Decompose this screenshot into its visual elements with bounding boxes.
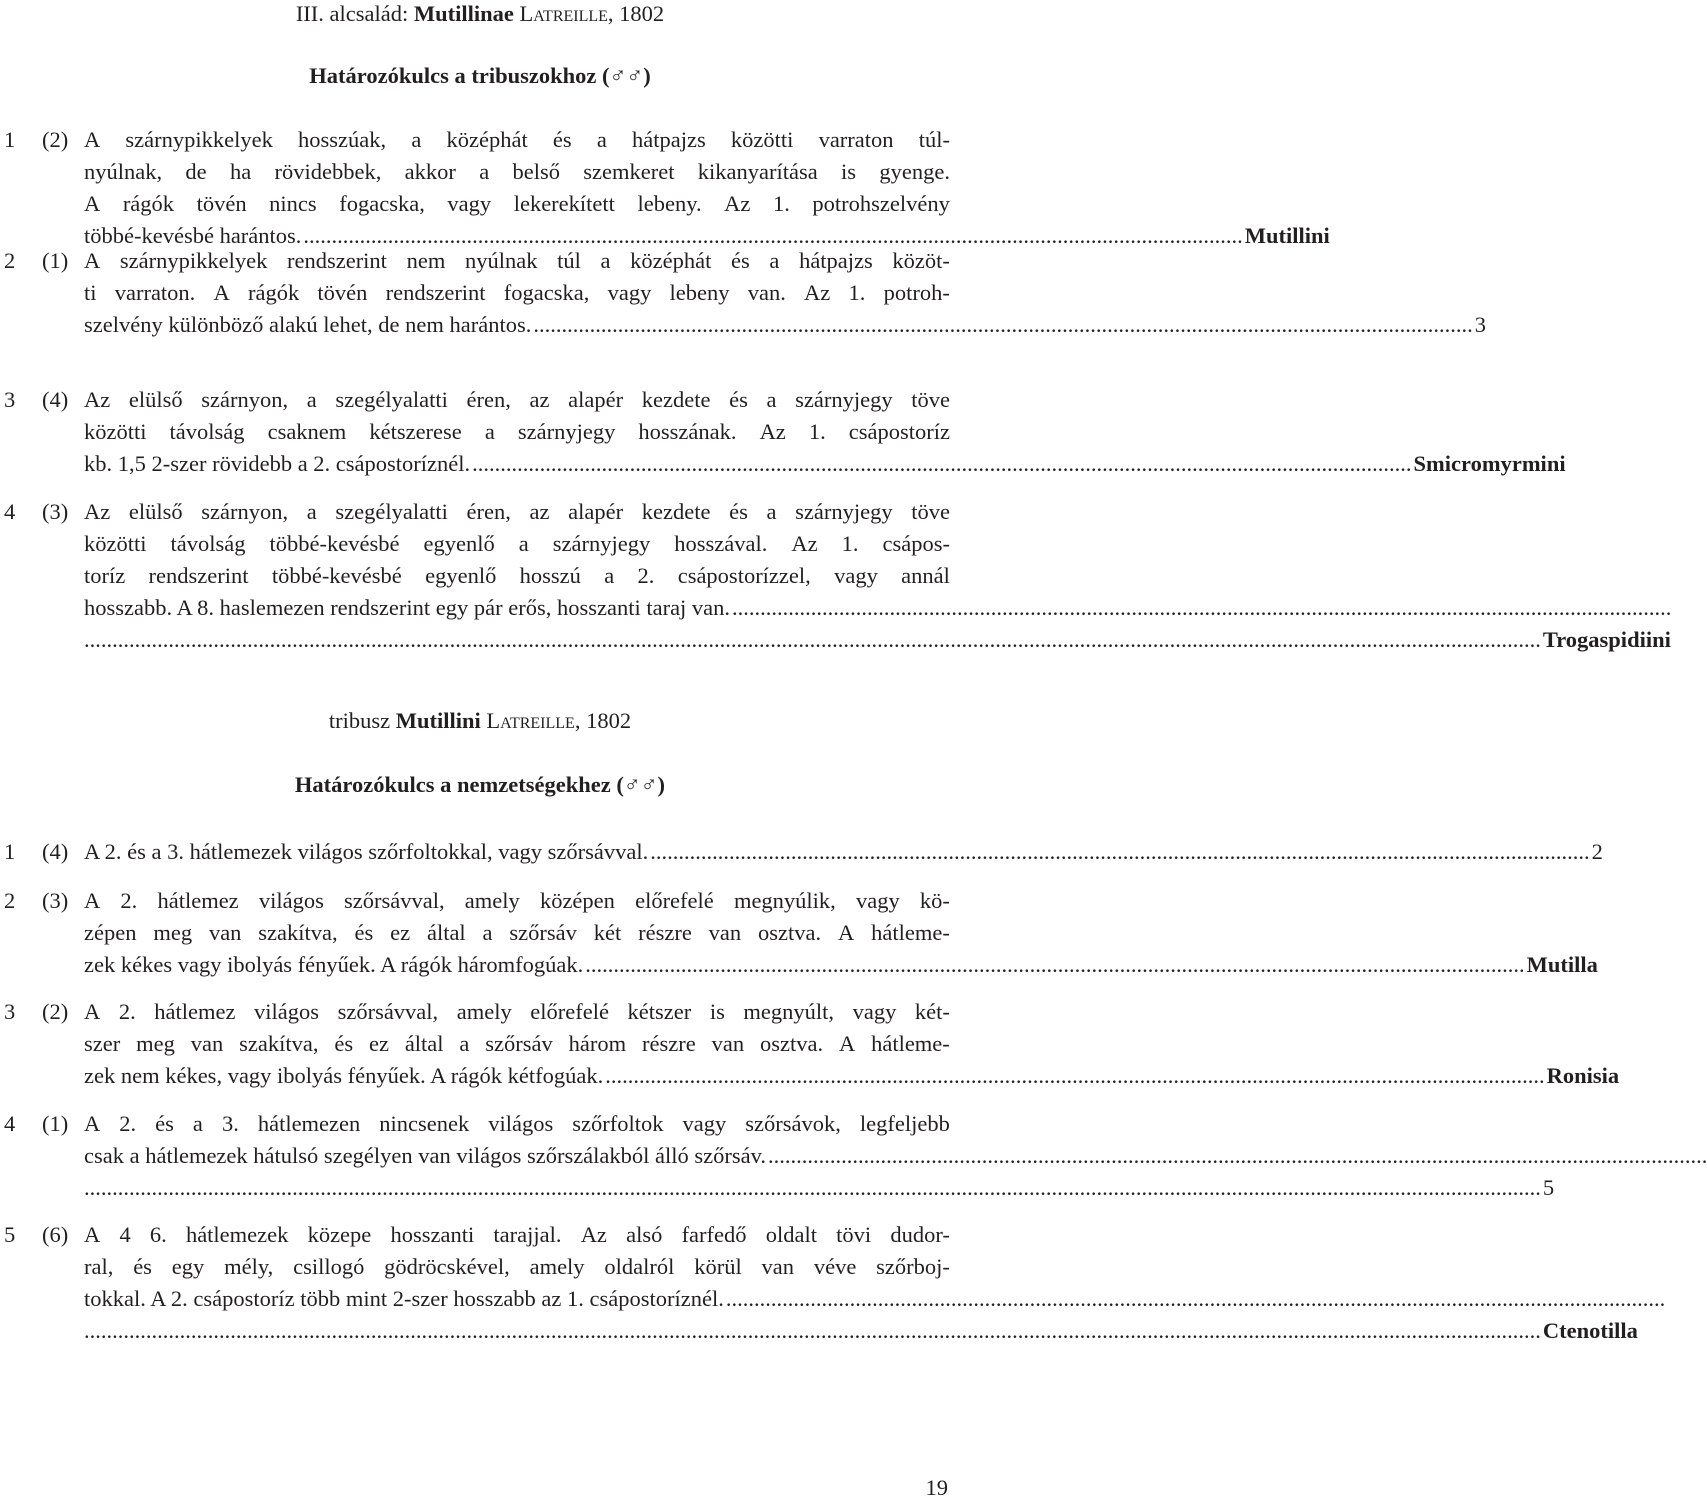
leader-dots: ....................................................................................................................................................................... — [605, 1063, 1545, 1088]
key2-title: Határozókulcs a nemzetségekhez (♂♂) — [294, 772, 666, 797]
subfamily-author: Latreille — [519, 1, 608, 26]
couplet-number: 5 — [4, 1222, 16, 1247]
key-result: 2 — [1591, 839, 1603, 864]
leader-dots: ....................................................................................................................................................................... — [732, 595, 1672, 620]
tribe-author: Latreille — [486, 708, 575, 733]
couplet-alternative: (6) — [42, 1222, 69, 1247]
couplet-alternative: (4) — [42, 839, 69, 864]
key-result: Trogaspidiini — [1542, 627, 1671, 652]
entry-line: kb. 1,5 2-szer rövidebb a 2. csápostoríznél. — [84, 451, 471, 476]
leader-dots: ....................................................................................................................................................................... — [533, 312, 1473, 337]
couplet-alternative: (1) — [42, 248, 69, 273]
couplet-number: 1 — [4, 127, 16, 152]
leader-dots: ................................................................................................................................................................................................................................................................... — [84, 1318, 1541, 1343]
leader-dots: ................................................................................................................................................................................................................................................................... — [84, 627, 1541, 652]
entry-line: zépen meg van szakítva, és ez által a szőrsáv két részre van osztva. A hátleme- — [84, 920, 950, 945]
key1-title: Határozókulcs a tribuszokhoz (♂♂) — [309, 63, 651, 88]
tribe-name: Mutillini — [395, 708, 481, 733]
leader-dots: ....................................................................................................................................................................... — [725, 1286, 1666, 1311]
leader-dots: ....................................................................................................................................................................... — [768, 1143, 1707, 1168]
key-result: Ronisia — [1546, 1063, 1620, 1088]
key-result: Mutillini — [1244, 223, 1330, 248]
entry-line: tokkal. A 2. csápostoríz több mint 2-szer hosszabb az 1. csápostoríznél. — [84, 1286, 724, 1311]
entry-line: A 2. és a 3. hátlemezek világos szőrfoltokkal, vagy szőrsávval. — [84, 839, 649, 864]
key-result: Smicromyrmini — [1413, 451, 1566, 476]
key-result: Ctenotilla — [1542, 1318, 1638, 1343]
entry-line: közötti távolság többé-kevésbé egyenlő a szárnyjegy hosszával. Az 1. csápos- — [84, 531, 950, 556]
entry-line: A szárnypikkelyek rendszerint nem nyúlnak túl a középhát és a hátpajzs közöt- — [84, 248, 950, 273]
entry-line: A 2. és a 3. hátlemezen nincsenek világos szőrfoltok vagy szőrsávok, legfeljebb — [84, 1111, 950, 1136]
entry-line: nyúlnak, de ha rövidebbek, akkor a belső szemkeret kikanyarítása is gyenge. — [84, 159, 950, 184]
entry-line: zek nem kékes, vagy ibolyás fényűek. A rágók kétfogúak. — [84, 1063, 604, 1088]
subfamily-year: , 1802 — [607, 1, 665, 26]
entry-line: szer meg van szakítva, és ez által a szőrsáv három részre van osztva. A hátleme- — [84, 1031, 950, 1056]
couplet-alternative: (2) — [42, 127, 69, 152]
entry-line: A rágók tövén nincs fogacska, vagy lekerekített lebeny. Az 1. potrohszelvény — [84, 191, 950, 216]
tribe-year: , 1802 — [574, 708, 632, 733]
couplet-alternative: (1) — [42, 1111, 69, 1136]
subfamily-label: alcsalád: — [329, 1, 409, 26]
couplet-number: 1 — [4, 839, 16, 864]
couplet-alternative: (3) — [42, 888, 69, 913]
couplet-number: 4 — [4, 499, 16, 524]
entry-line: A 4 6. hátlemezek közepe hosszanti tarajjal. Az alsó farfedő oldalt tövi dudor- — [84, 1222, 950, 1247]
leader-dots: ....................................................................................................................................................................... — [650, 839, 1590, 864]
leader-dots: ....................................................................................................................................................................... — [585, 952, 1525, 977]
roman-numeral: III. — [295, 1, 324, 26]
couplet-number: 4 — [4, 1111, 16, 1136]
entry-line: Az elülső szárnyon, a szegélyalatti éren, az alapér kezdete és a szárnyjegy töve — [84, 387, 950, 412]
key-result: 5 — [1542, 1175, 1555, 1200]
entry-line: A szárnypikkelyek hosszúak, a középhát és a hátpajzs közötti varraton túl- — [84, 127, 950, 152]
entry-line: ti varraton. A rágók tövén rendszerint fogacska, vagy lebeny van. Az 1. potroh- — [84, 280, 950, 305]
tribe-label: tribusz — [328, 708, 391, 733]
entry-line: Az elülső szárnyon, a szegélyalatti éren, az alapér kezdete és a szárnyjegy töve — [84, 499, 950, 524]
entry-line: A 2. hátlemez világos szőrsávval, amely előrefelé kétszer is megnyúlt, vagy két- — [84, 999, 950, 1024]
entry-line: hosszabb. A 8. haslemezen rendszerint egy pár erős, hosszanti taraj van. — [84, 595, 731, 620]
entry-line: közötti távolság csaknem kétszerese a szárnyjegy hosszának. Az 1. csápostoríz — [84, 419, 950, 444]
couplet-number: 2 — [4, 888, 16, 913]
entry-line: A 2. hátlemez világos szőrsávval, amely középen előrefelé megnyúlik, vagy kö- — [84, 888, 950, 913]
tribe-heading — [0, 707, 960, 735]
entry-line: csak a hátlemezek hátulsó szegélyen van világos szőrszálakból álló szőrsáv. — [84, 1143, 767, 1168]
leader-dots: ................................................................................................................................................................................................................................................................... — [84, 1175, 1541, 1200]
key-result: Mutilla — [1526, 952, 1598, 977]
leader-dots: ....................................................................................................................................................................... — [303, 223, 1243, 248]
subfamily-name: Mutillinae — [413, 1, 514, 26]
key-result: 3 — [1474, 312, 1486, 337]
entry-line: többé-kevésbé harántos. — [84, 223, 302, 248]
couplet-number: 3 — [4, 999, 16, 1024]
couplet-alternative: (2) — [42, 999, 69, 1024]
page-number: 19 — [925, 1475, 948, 1500]
subfamily-heading — [0, 0, 960, 28]
couplet-alternative: (4) — [42, 387, 69, 412]
entry-line: ral, és egy mély, csillogó gödröcskével, amely oldalról körül van véve szőrboj- — [84, 1254, 950, 1279]
entry-line: zek kékes vagy ibolyás fényűek. A rágók háromfogúak. — [84, 952, 584, 977]
entry-line: toríz rendszerint többé-kevésbé egyenlő hosszú a 2. csápostorízzel, vagy annál — [84, 563, 950, 588]
couplet-number: 2 — [4, 248, 16, 273]
leader-dots: ....................................................................................................................................................................... — [472, 451, 1412, 476]
entry-line: szelvény különböző alakú lehet, de nem harántos. — [84, 312, 532, 337]
couplet-number: 3 — [4, 387, 16, 412]
couplet-alternative: (3) — [42, 499, 69, 524]
